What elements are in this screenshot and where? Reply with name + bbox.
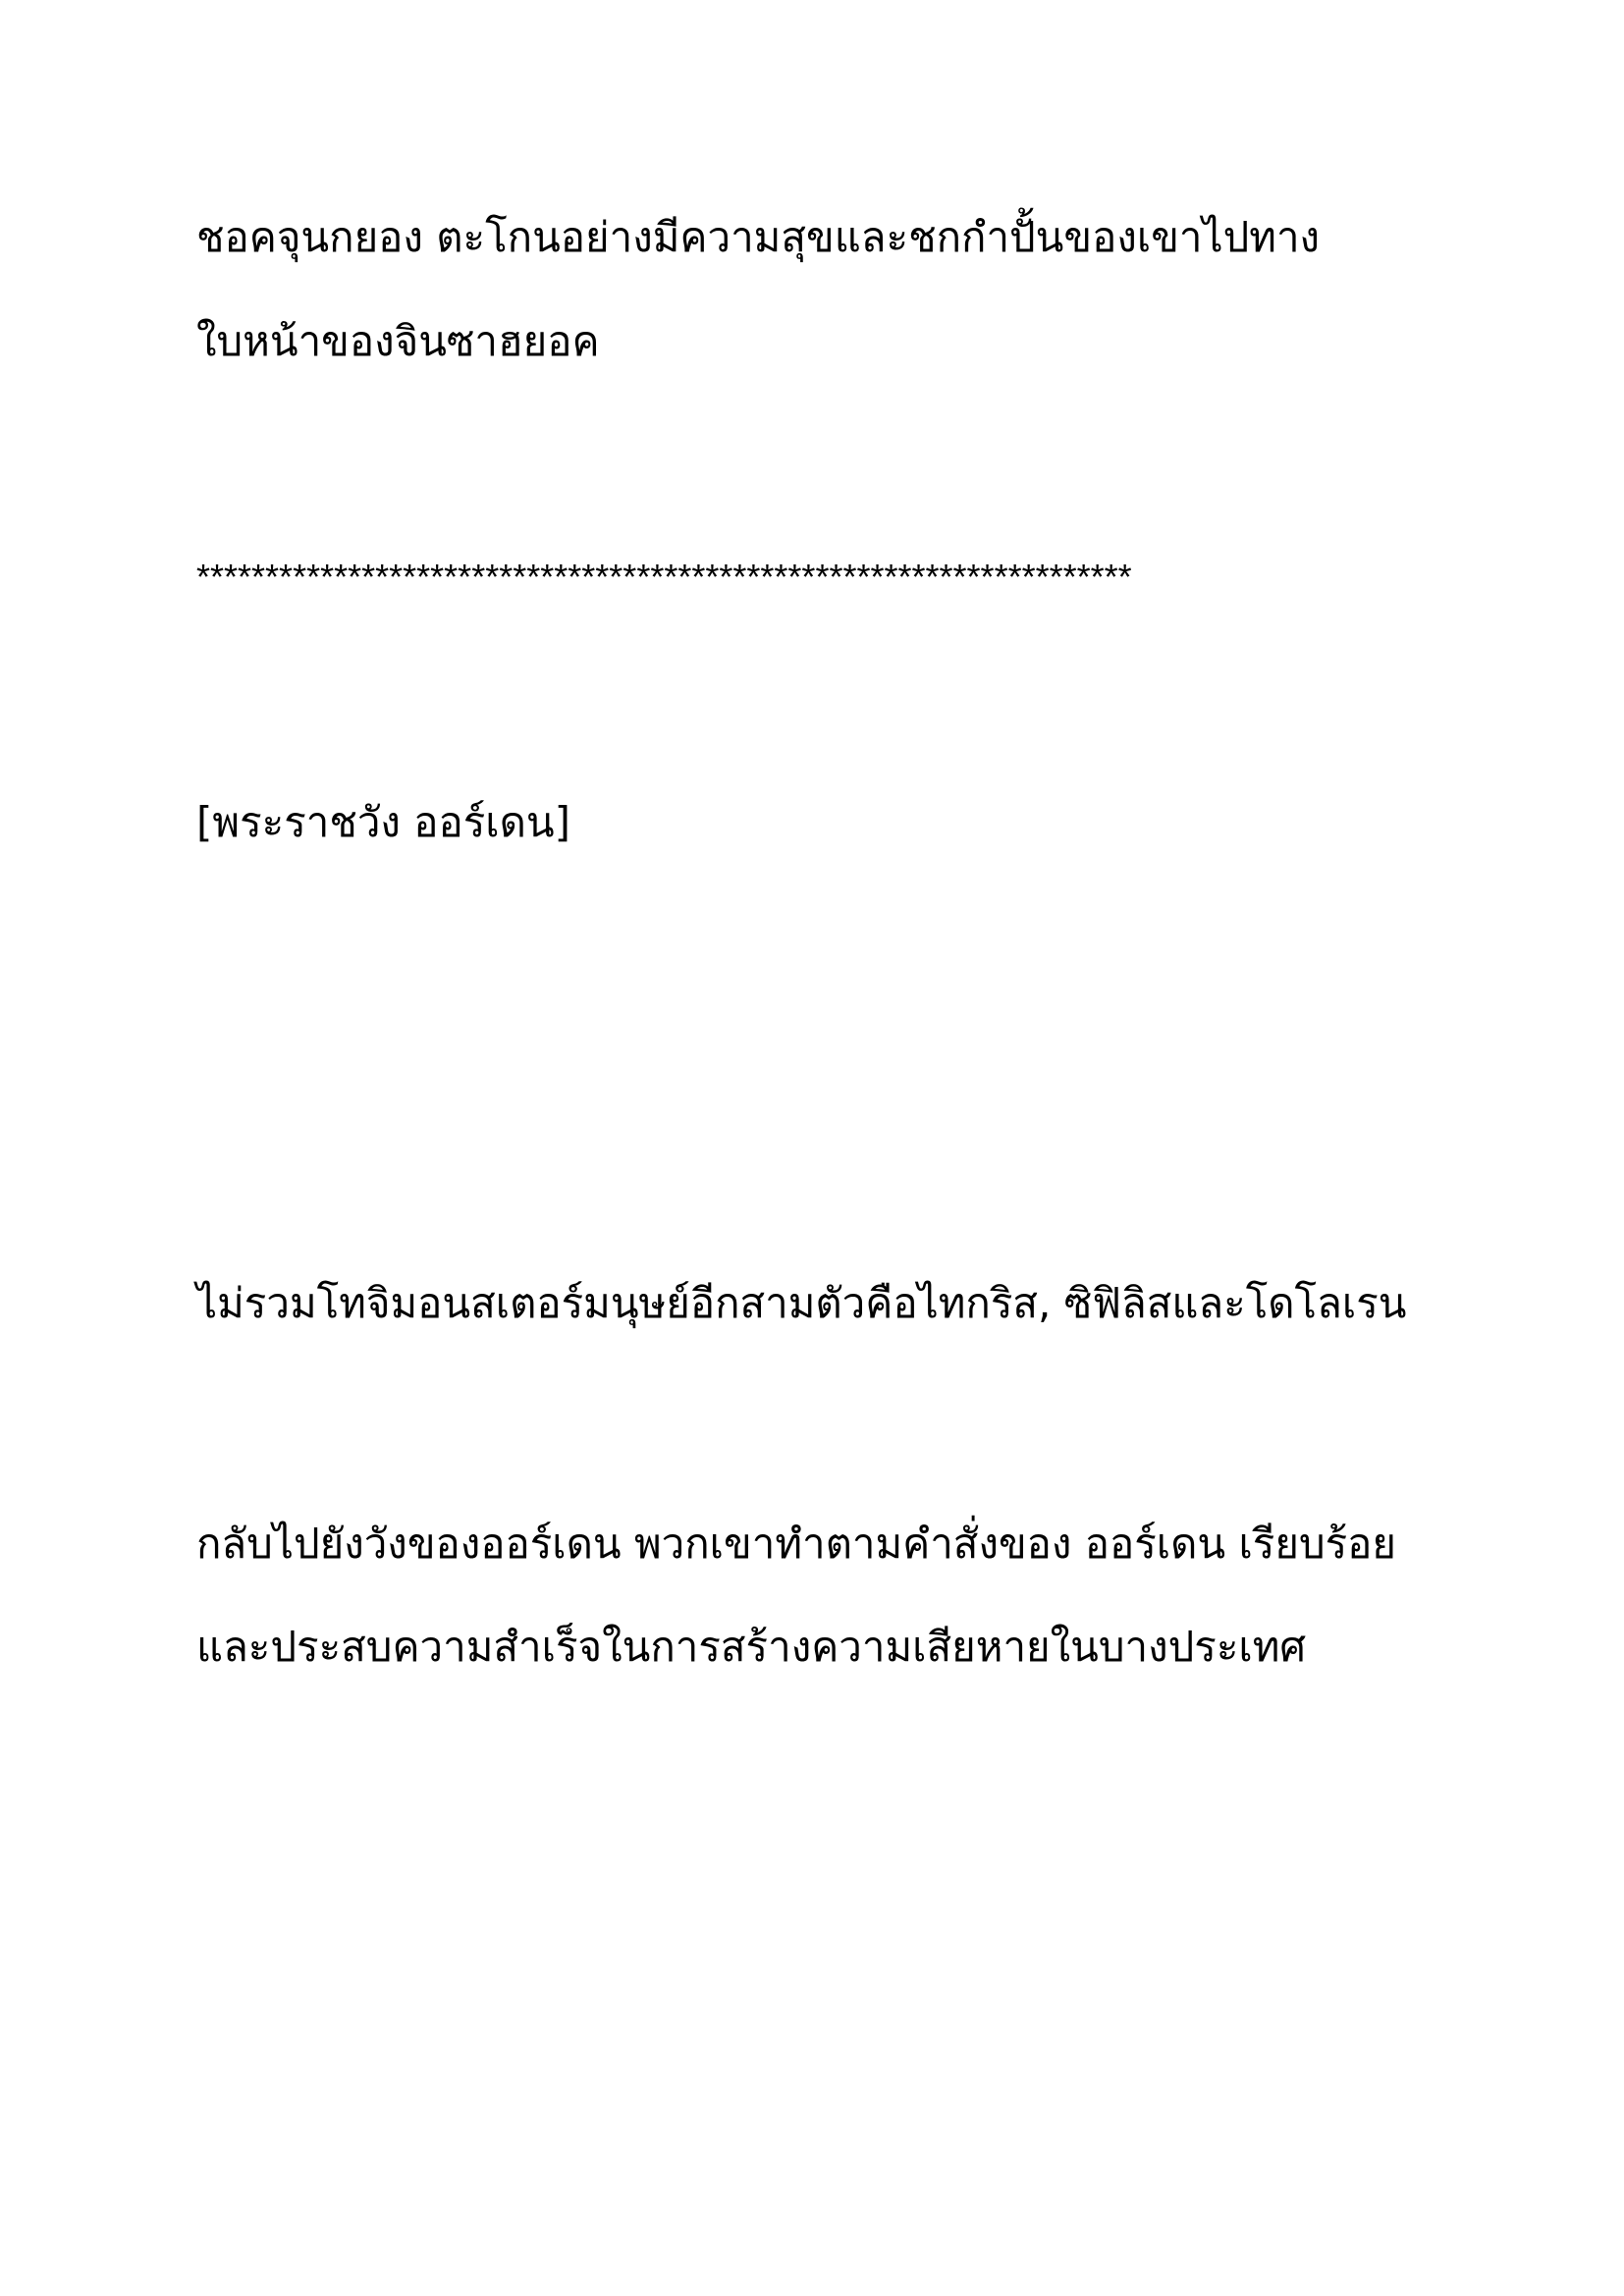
paragraph-1-line-2: ใบหน้าของจินซาฮยอค	[196, 317, 600, 365]
scene-heading: [พระราชวัง ออร์เดน]	[196, 798, 571, 846]
scene-separator: ********************************************************************	[196, 557, 1132, 597]
paragraph-1-line-1: ชอคจุนกยอง ตะโกนอย่างมีความสุขและชกกำปั้นของเขาไปทาง	[196, 213, 1321, 261]
paragraph-3-line-2: และประสบความสำเร็จในการสร้างความเสียหายในบางประเทศ	[196, 1623, 1307, 1671]
paragraph-2-line-1: ไม่รวมโทจิมอนสเตอร์มนุษย์อีกสามตัวคือไทกริส, ซิฟิลิสและโดโลเรน	[196, 1279, 1407, 1327]
paragraph-3-line-1: กลับไปยังวังของออร์เดน พวกเขาทำตามคำสั่งของ ออร์เดน เรียบร้อย	[196, 1520, 1397, 1568]
